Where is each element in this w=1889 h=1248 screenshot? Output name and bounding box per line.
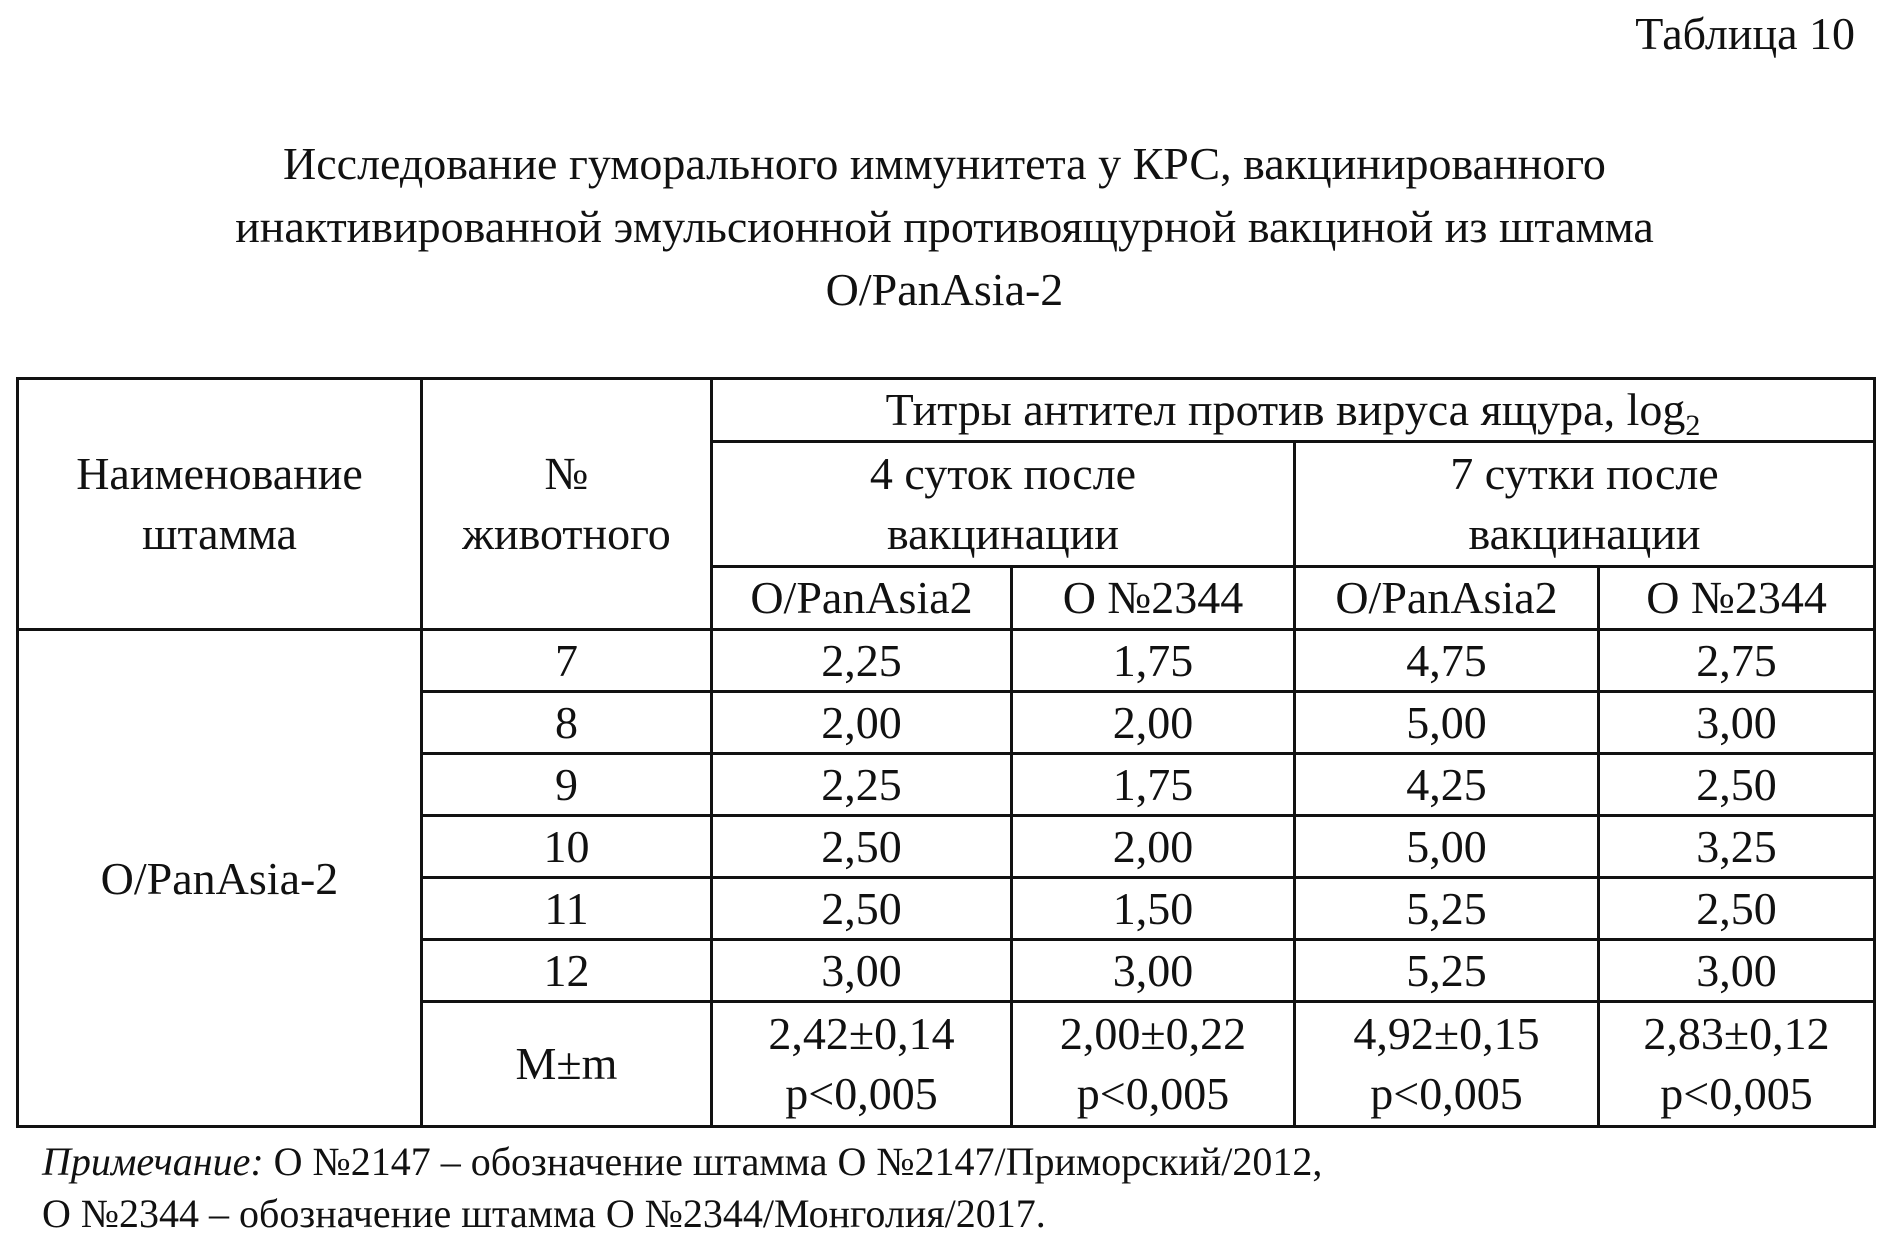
value-cell: 1,75 <box>1012 754 1295 816</box>
value-cell: 5,00 <box>1295 692 1599 754</box>
antibody-titer-table <box>16 377 1876 1128</box>
mean-value-cell: 2,83±0,12 p<0,005 <box>1599 1002 1875 1127</box>
header-col-panasia-day7: O/PanAsia2 <box>1295 567 1599 630</box>
header-col-panasia-day4: O/PanAsia2 <box>712 567 1012 630</box>
header-animal-number: № животного <box>422 379 712 630</box>
value-cell: 2,00 <box>1012 692 1295 754</box>
animal-number-cell: 7 <box>422 630 712 692</box>
footnote-label: Примечание: <box>42 1139 264 1184</box>
value-cell: 3,00 <box>1599 940 1875 1002</box>
mean-value-cell: 4,92±0,15 p<0,005 <box>1295 1002 1599 1127</box>
value-cell: 5,00 <box>1295 816 1599 878</box>
animal-number-cell: 9 <box>422 754 712 816</box>
animal-number-cell: 8 <box>422 692 712 754</box>
value-cell: 2,25 <box>712 630 1012 692</box>
value-cell: 2,50 <box>1599 754 1875 816</box>
strain-cell: O/PanAsia-2 <box>18 630 422 1127</box>
animal-number-cell: 12 <box>422 940 712 1002</box>
value-cell: 5,25 <box>1295 940 1599 1002</box>
value-cell: 3,00 <box>712 940 1012 1002</box>
title-line-1: Исследование гуморального иммунитета у КРС, вакцинированного <box>283 138 1606 189</box>
log-base-subscript: 2 <box>1685 409 1701 443</box>
header-col-o2344-day7: O №2344 <box>1599 567 1875 630</box>
value-cell: 2,25 <box>712 754 1012 816</box>
table-row <box>18 630 1875 692</box>
mean-label-cell: M±m <box>422 1002 712 1127</box>
header-day-4: 4 суток после вакцинации <box>712 442 1295 567</box>
mean-value-cell: 2,42±0,14 p<0,005 <box>712 1002 1012 1127</box>
value-cell: 3,00 <box>1599 692 1875 754</box>
value-cell: 2,00 <box>1012 816 1295 878</box>
header-strain-name: Наименование штамма <box>18 379 422 630</box>
header-col-o2344-day4: O №2344 <box>1012 567 1295 630</box>
title-line-3: O/PanAsia-2 <box>825 264 1064 315</box>
value-cell: 2,00 <box>712 692 1012 754</box>
header-day-7: 7 сутки после вакцинации <box>1295 442 1875 567</box>
footnote-line-1: Примечание: O №2147 – обозначение штамма O №2147/Приморский/2012, <box>42 1139 1323 1184</box>
table-footnote <box>42 1136 1322 1240</box>
value-cell: 2,50 <box>712 816 1012 878</box>
value-cell: 5,25 <box>1295 878 1599 940</box>
title-line-2: инактивированной эмульсионной противоящурной вакциной из штамма <box>235 201 1654 252</box>
table-title <box>0 132 1889 321</box>
value-cell: 2,75 <box>1599 630 1875 692</box>
value-cell: 4,75 <box>1295 630 1599 692</box>
animal-number-cell: 11 <box>422 878 712 940</box>
value-cell: 1,50 <box>1012 878 1295 940</box>
header-antibody-titers: Титры антител против вируса ящура, $\log_2$ <box>712 379 1875 442</box>
mean-value-cell: 2,00±0,22 p<0,005 <box>1012 1002 1295 1127</box>
footnote-line-2: O №2344 – обозначение штамма O №2344/Монголия/2017. <box>42 1191 1046 1236</box>
value-cell: 4,25 <box>1295 754 1599 816</box>
value-cell: 1,75 <box>1012 630 1295 692</box>
table-number: Таблица 10 <box>1635 8 1855 59</box>
value-cell: 2,50 <box>712 878 1012 940</box>
value-cell: 2,50 <box>1599 878 1875 940</box>
value-cell: 3,25 <box>1599 816 1875 878</box>
value-cell: 3,00 <box>1012 940 1295 1002</box>
animal-number-cell: 10 <box>422 816 712 878</box>
